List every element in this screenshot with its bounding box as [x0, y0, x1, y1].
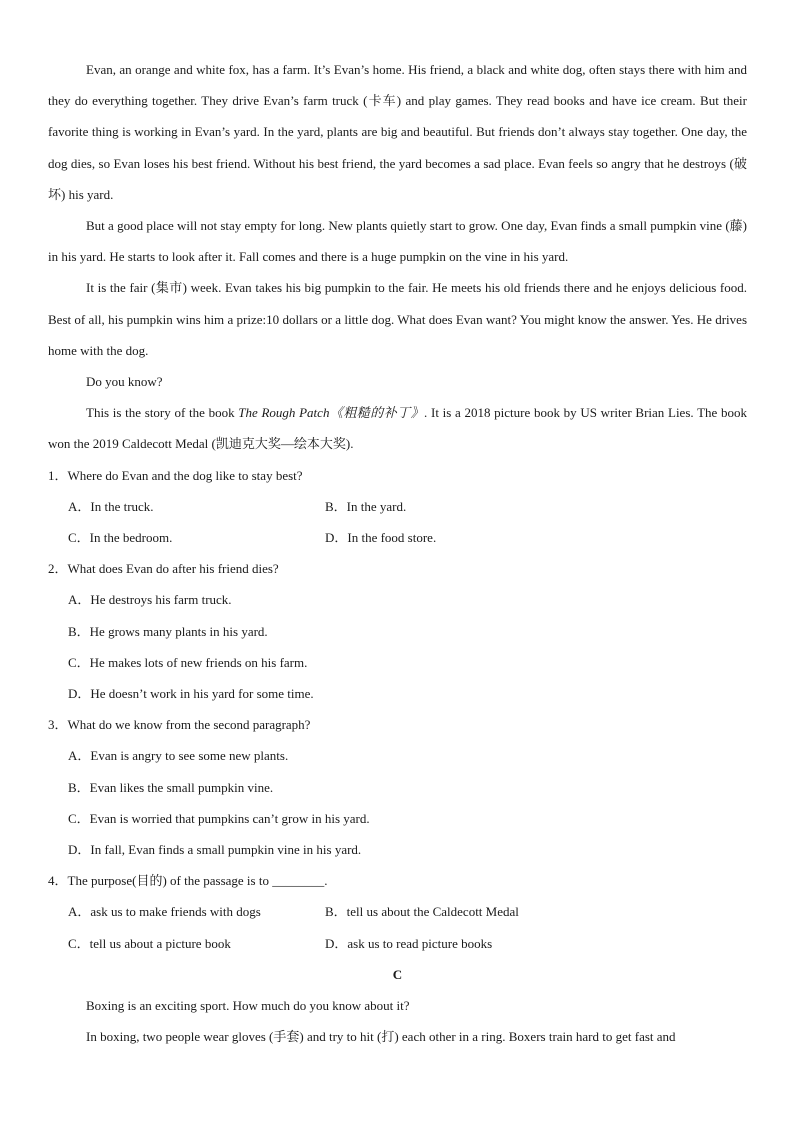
exam-page [48, 54, 747, 1053]
book-info-before: This is the story of the book [86, 405, 239, 421]
option-d[interactable]: D．ask us to read picture books [325, 935, 493, 951]
passage-do-you-know: Do you know? [86, 374, 163, 390]
question-text: Where do Evan and the dog like to stay best? [67, 467, 303, 483]
option-d[interactable]: D．He doesn’t work in his yard for some time. [68, 686, 314, 702]
option-row [48, 491, 747, 522]
passage-paragraph-3: It is the fair (集市) week. Evan takes his big pumpkin to the fair. He meets his old friends there and he enjoys delicious food. Best of all, his pumpkin wins him a prize:10 dollars or a little dog. What does Evan want? You might know the answer. Yes. He drives home with the dog. [48, 280, 748, 358]
question-number: 3． [48, 717, 68, 733]
option-row [48, 522, 747, 553]
option-row [48, 928, 747, 959]
book-info-after: . It is a 2018 picture book by US writer Brian Lies. The book won the 2019 Caldecott Medal (凯迪克大奖—绘本大奖). [48, 405, 748, 452]
passage-paragraph-1: Evan, an orange and white fox, has a farm. It’s Evan’s home. His friend, a black and white dog, often stays there with him and they do everything together. They drive Evan’s farm truck (卡车) and play games. They read books and have ice cream. But their favorite thing is working in Evan’s yard. In the yard, plants are big and beautiful. But friends don’t always stay together. One day, the dog dies, so Evan loses his best friend. Without his best friend, the yard becomes a sad place. Evan feels so angry that he destroys (破坏) his yard. [48, 62, 747, 202]
option-a[interactable]: A．Evan is angry to see some new plants. [68, 748, 289, 764]
option-c[interactable]: C．He makes lots of new friends on his farm. [68, 654, 308, 670]
option-c[interactable]: C．tell us about a picture book [68, 935, 231, 951]
question-2 [48, 553, 747, 584]
option-b[interactable]: B．He grows many plants in his yard. [68, 623, 268, 639]
question-number: 1． [48, 467, 68, 483]
question-text: The purpose(目的) of the passage is to ________. [67, 873, 328, 889]
book-title: The Rough Patch《粗糙的补丁》 [238, 405, 425, 421]
question-3 [48, 709, 747, 740]
option-b[interactable]: B．In the yard. [325, 498, 407, 514]
option-row [48, 896, 747, 927]
option-a[interactable]: A．ask us to make friends with dogs [68, 904, 261, 920]
option-c[interactable]: C．Evan is worried that pumpkins can’t grow in his yard. [68, 810, 370, 826]
question-4 [48, 865, 747, 896]
section-c-paragraph-1: Boxing is an exciting sport. How much do you know about it? [86, 998, 410, 1014]
option-a[interactable]: A．He destroys his farm truck. [68, 592, 232, 608]
question-number: 2． [48, 561, 68, 577]
option-d[interactable]: D．In the food store. [325, 530, 437, 546]
option-b[interactable]: B．tell us about the Caldecott Medal [325, 904, 519, 920]
passage-book-info [48, 397, 747, 459]
section-c-paragraph-2: In boxing, two people wear gloves (手套) and try to hit (打) each other in a ring. Boxers train hard to get fast and [86, 1029, 676, 1045]
question-text: What does Evan do after his friend dies? [67, 561, 279, 577]
question-text: What do we know from the second paragraph? [67, 717, 311, 733]
question-1 [48, 460, 747, 491]
section-c-title: C [392, 966, 403, 982]
option-c[interactable]: C．In the bedroom. [68, 530, 173, 546]
question-number: 4． [48, 873, 68, 889]
passage-paragraph-2: But a good place will not stay empty for long. New plants quietly start to grow. One day, Evan finds a small pumpkin vine (藤) in his yard. He starts to look after it. Fall comes and there is a huge pumpkin on the vine in his yard. [48, 218, 747, 265]
option-d[interactable]: D．In fall, Evan finds a small pumpkin vine in his yard. [68, 842, 362, 858]
option-a[interactable]: A．In the truck. [68, 498, 154, 514]
option-b[interactable]: B．Evan likes the small pumpkin vine. [68, 779, 274, 795]
